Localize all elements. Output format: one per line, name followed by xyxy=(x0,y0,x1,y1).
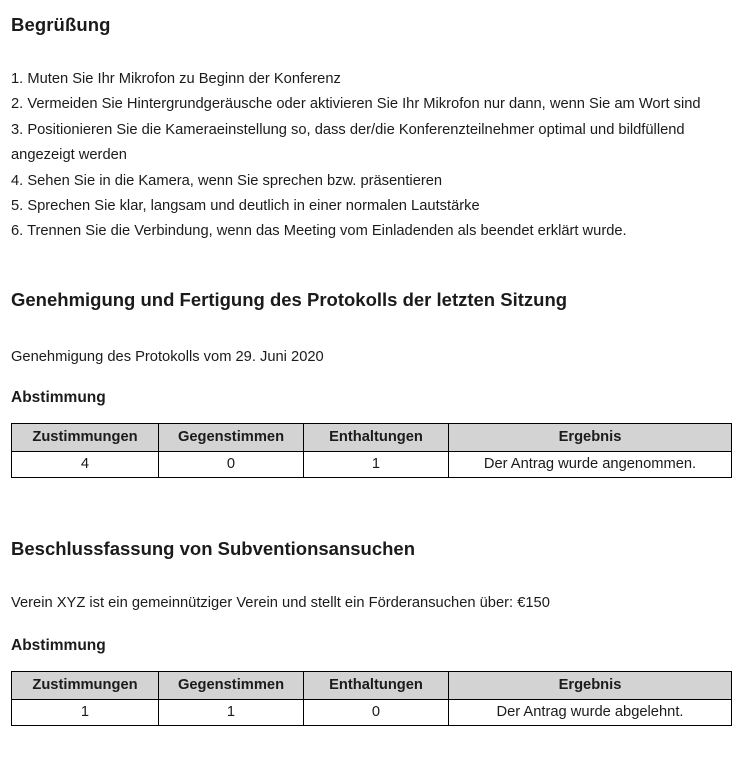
header-gegenstimmen: Gegenstimmen xyxy=(159,671,304,699)
vote-table-2-header-row xyxy=(12,671,732,699)
vote-heading-2: Abstimmung xyxy=(11,636,106,654)
vote-table-1-header-row xyxy=(12,423,732,451)
vote-heading-1: Abstimmung xyxy=(11,388,106,406)
header-zustimmungen: Zustimmungen xyxy=(12,423,159,451)
cell-ergebnis: Der Antrag wurde angenommen. xyxy=(449,451,732,477)
cell-enthaltungen: 0 xyxy=(304,699,449,725)
cell-gegenstimmen: 1 xyxy=(159,699,304,725)
list-item-4: 4. Sehen Sie in die Kamera, wenn Sie sprechen bzw. präsentieren xyxy=(11,172,443,189)
list-item-2: 2. Vermeiden Sie Hintergrundgeräusche oder aktivieren Sie Ihr Mikrofon nur dann, wenn Sie am Wort sind xyxy=(11,96,701,113)
document-content xyxy=(11,14,718,726)
beschlussfassung-paragraph: Verein XYZ ist ein gemeinnütziger Verein und stellt ein Förderansuchen über: €150 xyxy=(11,594,550,611)
header-enthaltungen: Enthaltungen xyxy=(304,671,449,699)
header-zustimmungen: Zustimmungen xyxy=(12,671,159,699)
genehmigung-paragraph: Genehmigung des Protokolls vom 29. Juni 2020 xyxy=(11,348,324,365)
section-title-begruessung: Begrüßung xyxy=(11,14,111,35)
etiquette-list xyxy=(11,67,718,245)
header-ergebnis: Ergebnis xyxy=(449,671,732,699)
header-ergebnis: Ergebnis xyxy=(449,423,732,451)
vote-table-1-data-row xyxy=(12,451,732,477)
header-enthaltungen: Enthaltungen xyxy=(304,423,449,451)
cell-zustimmungen: 4 xyxy=(12,451,159,477)
list-item-3: 3. Positionieren Sie die Kameraeinstellung so, dass der/die Konferenzteilnehmer optimal und bildfüllend angezeigt werden xyxy=(11,121,685,164)
list-item-6: 6. Trennen Sie die Verbindung, wenn das Meeting vom Einladenden als beendet erklärt wurde. xyxy=(11,223,627,240)
cell-enthaltungen: 1 xyxy=(304,451,449,477)
list-item-1: 1. Muten Sie Ihr Mikrofon zu Beginn der Konferenz xyxy=(11,71,341,87)
cell-gegenstimmen: 0 xyxy=(159,451,304,477)
cell-ergebnis: Der Antrag wurde abgelehnt. xyxy=(449,699,732,725)
section-title-genehmigung: Genehmigung und Fertigung des Protokolls der letzten Sitzung xyxy=(11,288,568,310)
header-gegenstimmen: Gegenstimmen xyxy=(159,423,304,451)
section-title-beschlussfassung: Beschlussfassung von Subventionsansuchen xyxy=(11,537,416,559)
vote-table-1 xyxy=(11,423,732,478)
cell-zustimmungen: 1 xyxy=(12,699,159,725)
vote-table-2 xyxy=(11,671,732,726)
list-item-5: 5. Sprechen Sie klar, langsam und deutlich in einer normalen Lautstärke xyxy=(11,198,480,215)
vote-table-2-data-row xyxy=(12,699,732,725)
